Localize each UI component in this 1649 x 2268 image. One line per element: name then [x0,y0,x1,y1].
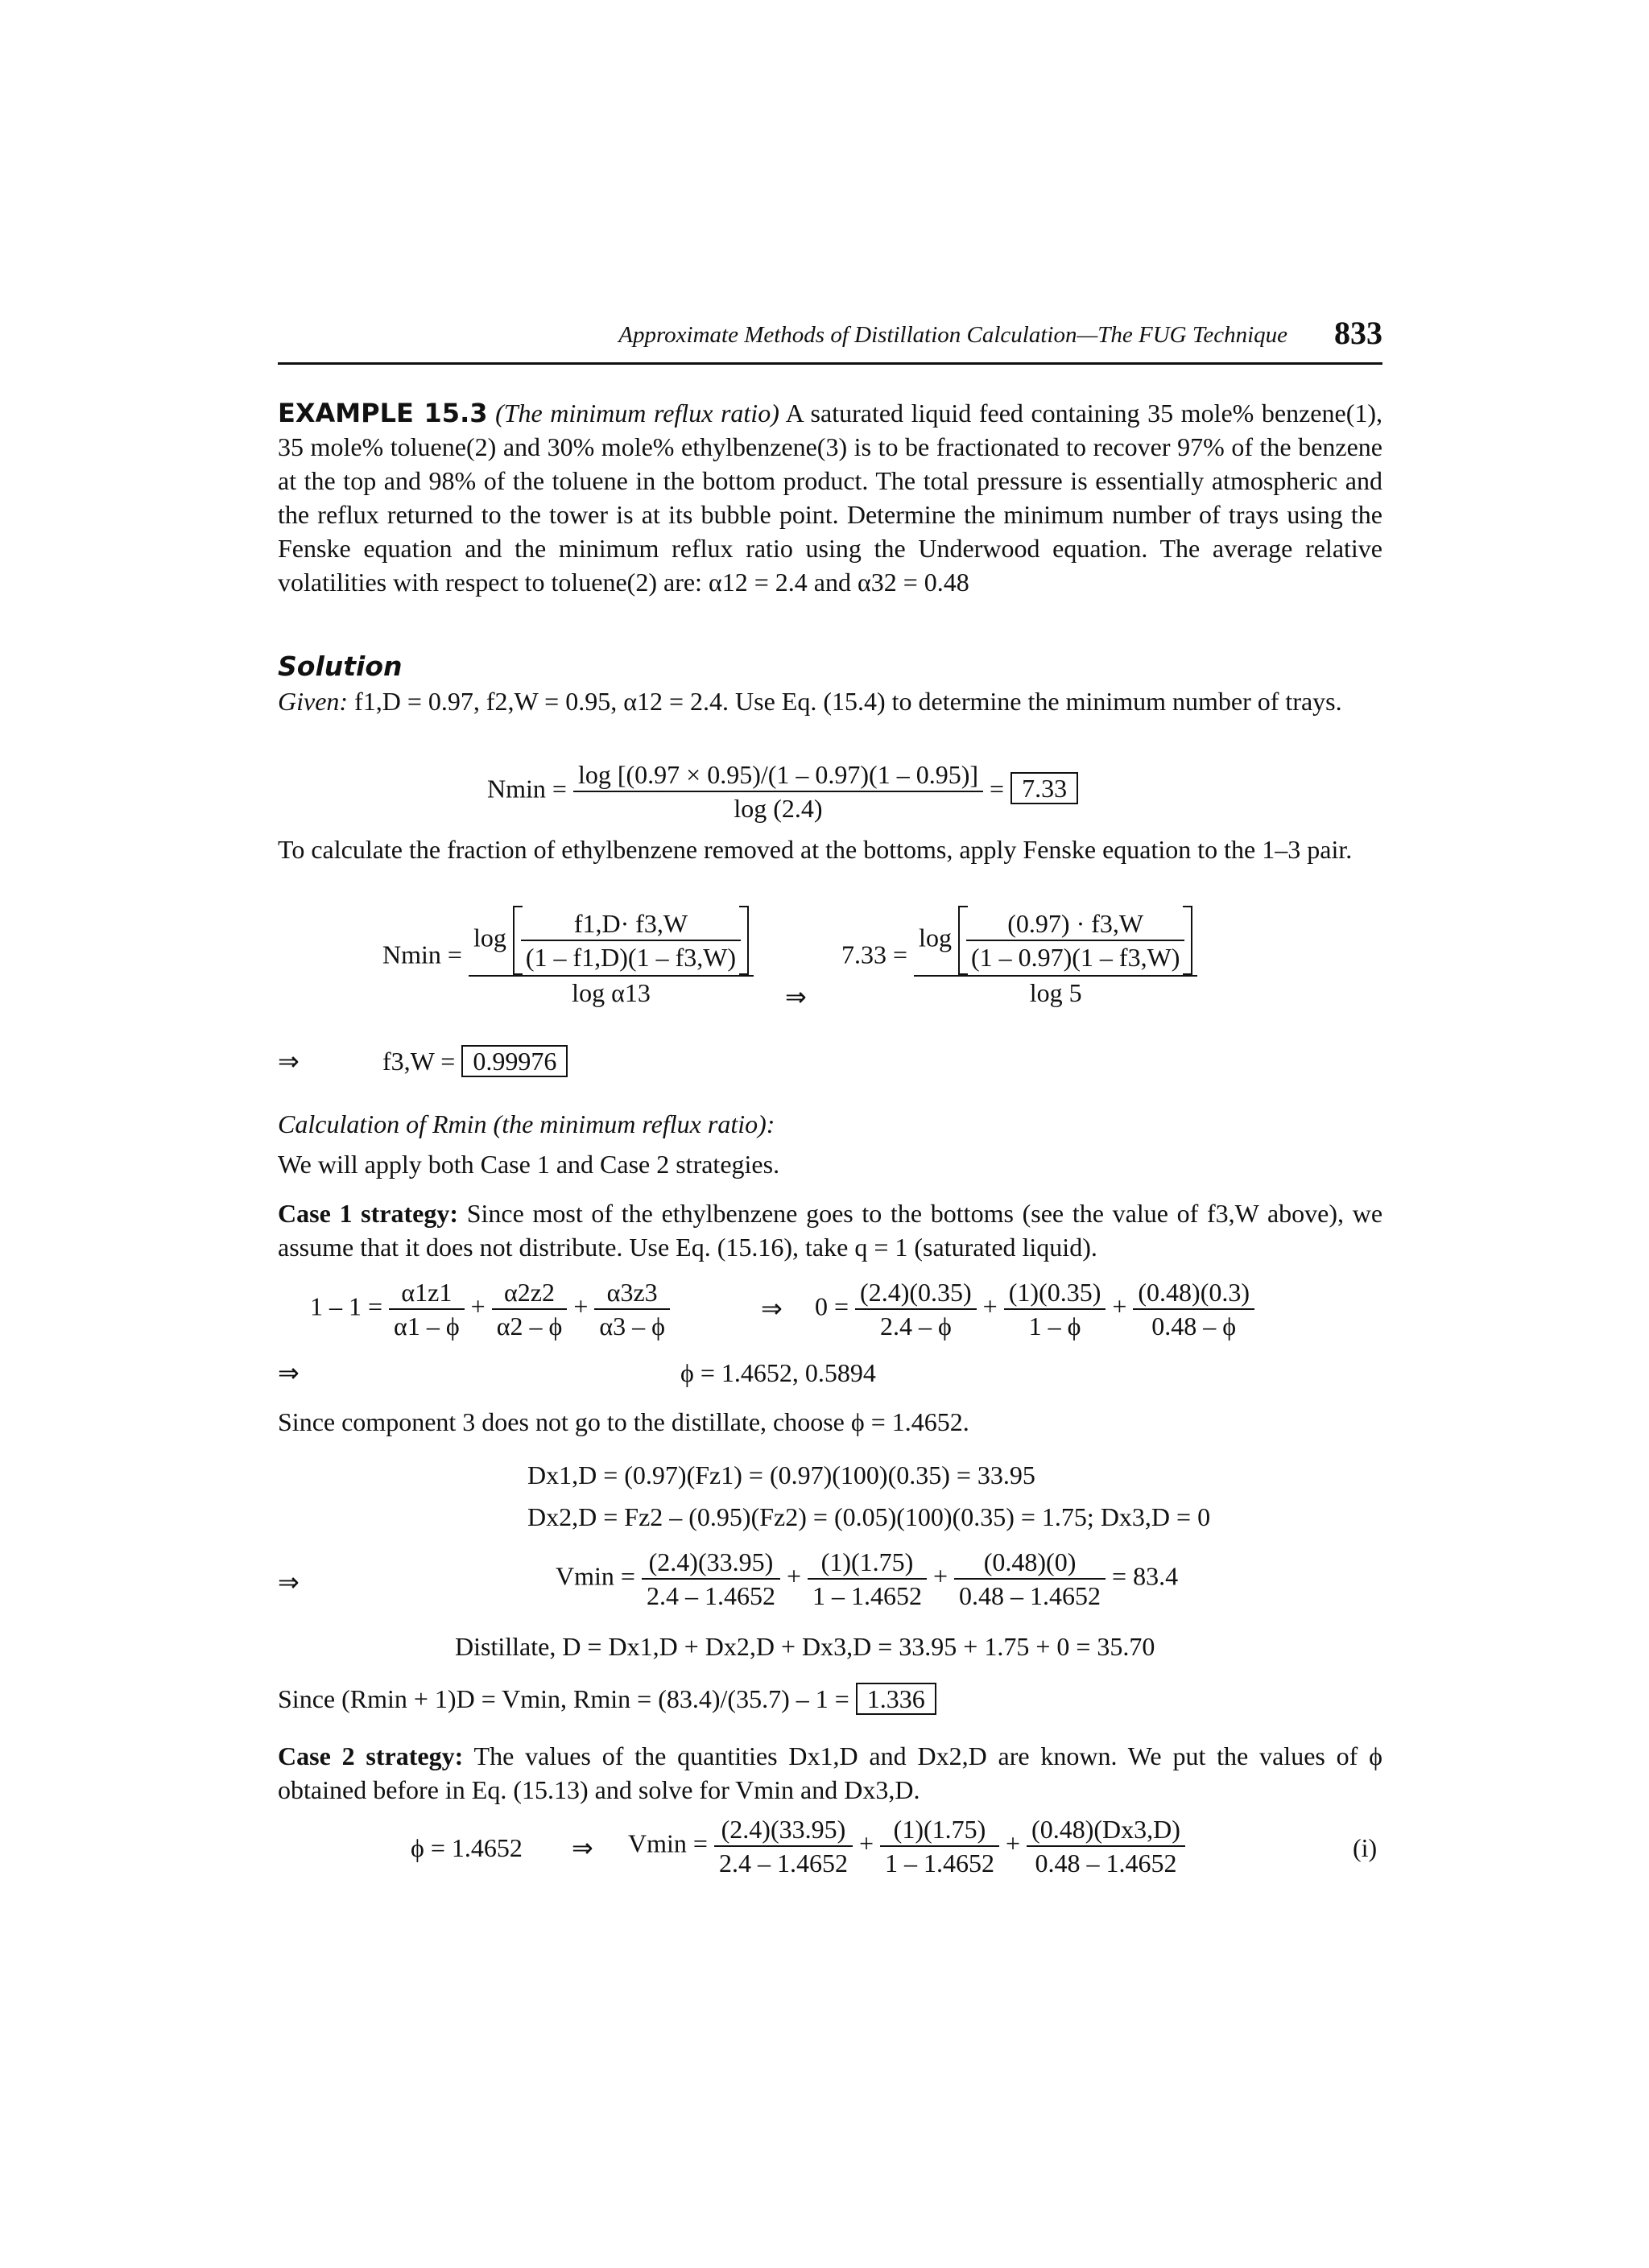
term1 [389,1276,465,1342]
implies-arrow-6: ⇒ [572,1833,593,1862]
c2-term2-num: (1)(1.75) [880,1813,999,1847]
case1-label: Case 1 strategy: [278,1199,458,1228]
term2-num: α2z2 [492,1276,568,1310]
phi-eq: ϕ = 1.4652 [411,1833,523,1862]
rmin-result: 1.336 [856,1683,936,1715]
term1-den: α1 – ϕ [394,1312,460,1341]
plus-sign: + [932,1561,948,1591]
nmin-denominator: log (2.4) [734,794,823,823]
case2-label: Case 2 strategy: [278,1741,464,1770]
vmin-term2-num: (1)(1.75) [808,1546,927,1580]
vmin-term3-den: 0.48 – 1.4652 [959,1581,1101,1610]
page-number: 833 [1334,315,1382,351]
choose-phi-text: Since component 3 does not go to the distillate, choose ϕ = 1.4652. [278,1407,969,1436]
example-label: EXAMPLE 15.3 [278,398,488,428]
fenske2-lhs: 7.33 = [841,940,908,969]
term3 [594,1276,670,1342]
nmin-lhs: Nmin = [487,774,567,804]
c2-term3-den: 0.48 – 1.4652 [1035,1849,1177,1878]
c2-term1-num: (2.4)(33.95) [714,1813,853,1847]
num-term2 [1004,1276,1106,1342]
vmin-term2 [808,1546,927,1612]
log-label-2: log [919,923,952,952]
plus-sign: + [982,1291,998,1321]
underwood-numeric-equation [815,1276,1254,1342]
num-term1 [855,1276,977,1342]
c2-term3-num: (0.48)(Dx3,D) [1027,1813,1185,1847]
fenske2-inner-den: (1 – 0.97)(1 – f3,W) [970,943,1180,972]
nmin-equation: Nmin = $\frac{\log [(0.97 \times 0.95)/(1 - 0.97)(1 - 0.95)]}{\log (2.4)}$ = 7.33 [487,758,1078,824]
case1-lhs: 1 – 1 = [310,1291,383,1321]
nmin-fraction [573,758,983,824]
fenske2-inner-fraction [966,907,1184,973]
fenske-bracket [513,906,749,975]
given-paragraph [278,684,1382,718]
num-term2-den: 1 – ϕ [1028,1312,1081,1341]
rmin-equation [278,1683,936,1715]
fenske-numeric-equation [841,906,1197,1009]
dx2-equation: Dx2,D = Fz2 – (0.95)(Fz2) = (0.05)(100)(0.35) = 1.75; Dx3,D = 0 [527,1502,1211,1531]
vmin-term1-den: 2.4 – 1.4652 [646,1581,775,1610]
term3-den: α3 – ϕ [599,1312,665,1341]
case2-vmin-equation [628,1813,1185,1879]
log-label: log [473,923,506,952]
plus-sign: + [858,1828,874,1858]
dx1-equation: Dx1,D = (0.97)(Fz1) = (0.97)(100)(0.35) = 33.95 [527,1460,1035,1489]
f3w-equation [382,1045,568,1077]
plus-sign: + [1005,1828,1021,1858]
num-term1-den: 2.4 – ϕ [879,1312,952,1341]
plus-sign: + [470,1291,486,1321]
fenske2-denominator: log 5 [1029,978,1082,1007]
case2-vmin-lhs: Vmin = [628,1828,708,1858]
term2 [492,1276,568,1342]
zero-lhs: 0 = [815,1291,849,1321]
vmin-lhs: Vmin = [556,1561,635,1591]
nmin-result: 7.33 [1010,772,1078,804]
term2-den: α2 – ϕ [496,1312,563,1341]
rmin-heading: Calculation of Rmin (the minimum reflux ratio): [278,1109,775,1138]
term3-num: α3z3 [594,1276,670,1310]
equation-tag: (i) [1353,1833,1378,1862]
case2-text: The values of the quantities Dx1,D and Dx2,D are known. We put the values of ϕ obtained before in Eq. (15.13) and solve for Vmin and Dx3,D. [278,1741,1383,1804]
term1-num: α1z1 [389,1276,465,1310]
fenske-inner-den: (1 – f1,D)(1 – f3,W) [525,943,737,972]
implies-arrow-4: ⇒ [278,1358,300,1387]
example-paragraph [278,396,1382,599]
implies-arrow: ⇒ [785,982,807,1011]
c2-term2-den: 1 – 1.4652 [884,1849,994,1878]
implies-arrow-2: ⇒ [278,1047,300,1076]
vmin-term1-num: (2.4)(33.95) [642,1546,780,1580]
vmin-term3-num: (0.48)(0) [954,1546,1106,1580]
case2-paragraph [278,1739,1382,1807]
vmin-term1 [642,1546,780,1612]
rmin-line: Since (Rmin + 1)D = Vmin, Rmin = (83.4)/(35.7) – 1 = [278,1684,849,1713]
running-title: Approximate Methods of Distillation Calculation—The FUG Technique [618,322,1287,348]
given-text: f1,D = 0.97, f2,W = 0.95, α12 = 2.4. Use Eq. (15.4) to determine the minimum number of trays. [354,687,1342,716]
fenske-fraction [469,906,754,1009]
implies-arrow-3: ⇒ [761,1294,783,1323]
distillate-equation: Distillate, D = Dx1,D + Dx2,D + Dx3,D = 33.95 + 1.75 + 0 = 35.70 [455,1632,1155,1661]
fenske-inner-fraction [521,907,741,973]
case1-text: Since most of the ethylbenzene goes to the bottoms (see the value of f3,W above), we assume that it does not distribute. Use Eq. (15.16), take q = 1 (saturated liquid). [278,1199,1383,1262]
fenske-general-equation [382,906,754,1009]
running-header [278,316,1382,365]
num-term1-num: (2.4)(0.35) [855,1276,977,1310]
f3w-lhs: f3,W = [382,1047,456,1076]
underwood-general-equation [310,1276,670,1342]
example-title: (The minimum reflux ratio) [495,399,779,428]
plus-sign: + [786,1561,801,1591]
fenske2-numerator [914,906,1197,977]
c2-term2 [880,1813,999,1879]
num-term3 [1133,1276,1254,1342]
fenske2-inner-num: (0.97) · f3,W [966,907,1184,941]
fraction-paragraph: To calculate the fraction of ethylbenzene removed at the bottoms, apply Fenske equation to the 1–3 pair. [278,835,1353,864]
vmin-term3 [954,1546,1106,1612]
c2-term3 [1027,1813,1185,1879]
vmin-term2-den: 1 – 1.4652 [812,1581,922,1610]
vmin-equation [556,1546,1178,1612]
fenske-lhs: Nmin = [382,940,462,969]
implies-arrow-5: ⇒ [278,1568,300,1597]
fenske-inner-num: f1,D· f3,W [521,907,741,941]
fenske2-bracket [958,906,1192,975]
fenske2-fraction [914,906,1197,1009]
plus-sign: + [1112,1291,1127,1321]
plus-sign: + [573,1291,589,1321]
num-term3-den: 0.48 – ϕ [1151,1312,1237,1341]
phi-roots: ϕ = 1.4652, 0.5894 [680,1358,876,1387]
example-body: A saturated liquid feed containing 35 mole% benzene(1), 35 mole% toluene(2) and 30% mole% ethylbenzene(3) is to be fractionated to recover 97% of the benzene at the top and 98% of the toluene in the bottom product. The total pressure is essentially atmospheric and the reflux returned to the tower is at its bubble point. Determine the minimum number of trays using the Fenske equation and the minimum reflux ratio using the Underwood equation. The average relative volatilities with respect to toluene(2) are: α12 = 2.4 and α32 = 0.48 [278,399,1383,597]
nmin-numerator: log [(0.97 × 0.95)/(1 – 0.97)(1 – 0.95)] [573,758,983,792]
c2-term1 [714,1813,853,1879]
given-label: Given: [278,687,349,716]
fenske-numerator [469,906,754,977]
solution-heading: Solution [278,651,403,682]
f3w-result: 0.99976 [461,1045,568,1077]
fenske-denominator: log α13 [572,978,651,1007]
num-term3-num: (0.48)(0.3) [1133,1276,1254,1310]
num-term2-num: (1)(0.35) [1004,1276,1106,1310]
c2-term1-den: 2.4 – 1.4652 [718,1849,848,1878]
both-cases-text: We will apply both Case 1 and Case 2 strategies. [278,1150,780,1179]
vmin-result: = 83.4 [1112,1561,1179,1591]
case1-paragraph [278,1196,1382,1264]
